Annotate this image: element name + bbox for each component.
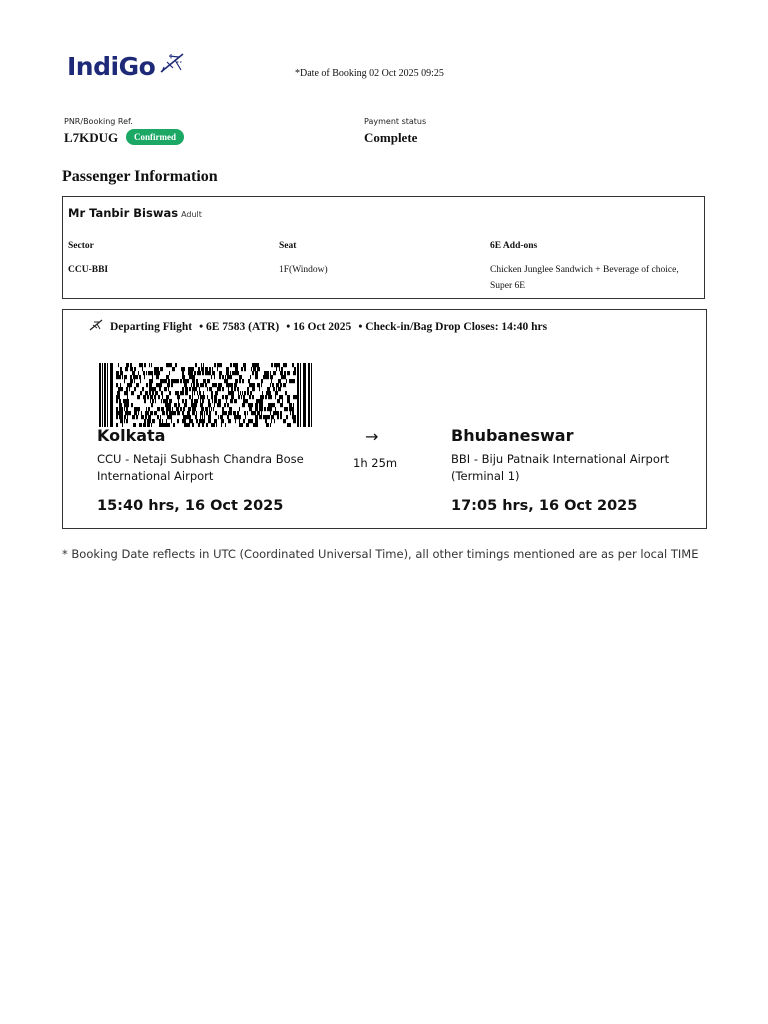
destination-city: Bhubaneswar [451,426,574,445]
addons-header: 6E Add-ons [490,241,538,251]
seat-value: 1F(Window) [279,265,328,275]
sector-header: Sector [68,241,94,251]
passenger-section-title: Passenger Information [62,168,218,185]
arrow-right-icon: → [365,427,379,446]
booking-date-label: *Date of Booking [295,68,367,79]
flight-label: Departing Flight [110,320,193,333]
destination-airport: BBI - Biju Patnaik International Airport (Terminal 1) [451,452,670,483]
flight-date: • 16 Oct 2025 [286,320,352,333]
arrival-time: 17:05 hrs, 16 Oct 2025 [451,498,638,514]
passenger-type: Adult [181,210,202,219]
origin-city: Kolkata [97,426,166,445]
checkin-closes: • Check-in/Bag Drop Closes: 14:40 hrs [358,320,548,333]
flight-card [62,309,707,529]
passenger-card [62,196,705,299]
payment-status-label: Payment status [364,117,427,126]
pnr-label: PNR/Booking Ref. [64,117,133,126]
origin-airport: CCU - Netaji Subhash Chandra Bose International Airport [97,452,304,483]
addons-value: Chicken Junglee Sandwich + Beverage of choice, Super 6E [490,265,679,291]
departure-time: 15:40 hrs, 16 Oct 2025 [97,498,284,514]
plane-icon [89,319,103,334]
pnr-value: L7KDUG [64,130,119,145]
flight-number: • 6E 7583 (ATR) [199,320,280,333]
booking-date-value: 02 Oct 2025 09:25 [369,68,444,79]
seat-header: Seat [279,241,297,251]
footnote: * Booking Date reflects in UTC (Coordinated Universal Time), all other timings mentioned are as per local TIME [62,547,699,561]
payment-status-value: Complete [364,130,418,145]
passenger-name: Mr Tanbir Biswas [68,206,179,220]
plane-icon [159,52,185,78]
barcode [99,363,313,431]
flight-duration: 1h 25m [353,456,398,470]
booking-date [295,68,444,79]
brand-name: IndiGo [67,52,156,81]
status-badge: Confirmed [126,129,184,145]
sector-value: CCU-BBI [68,265,109,275]
indigo-logo [67,52,185,82]
passenger-name-row [68,206,202,220]
flight-summary [89,319,554,334]
